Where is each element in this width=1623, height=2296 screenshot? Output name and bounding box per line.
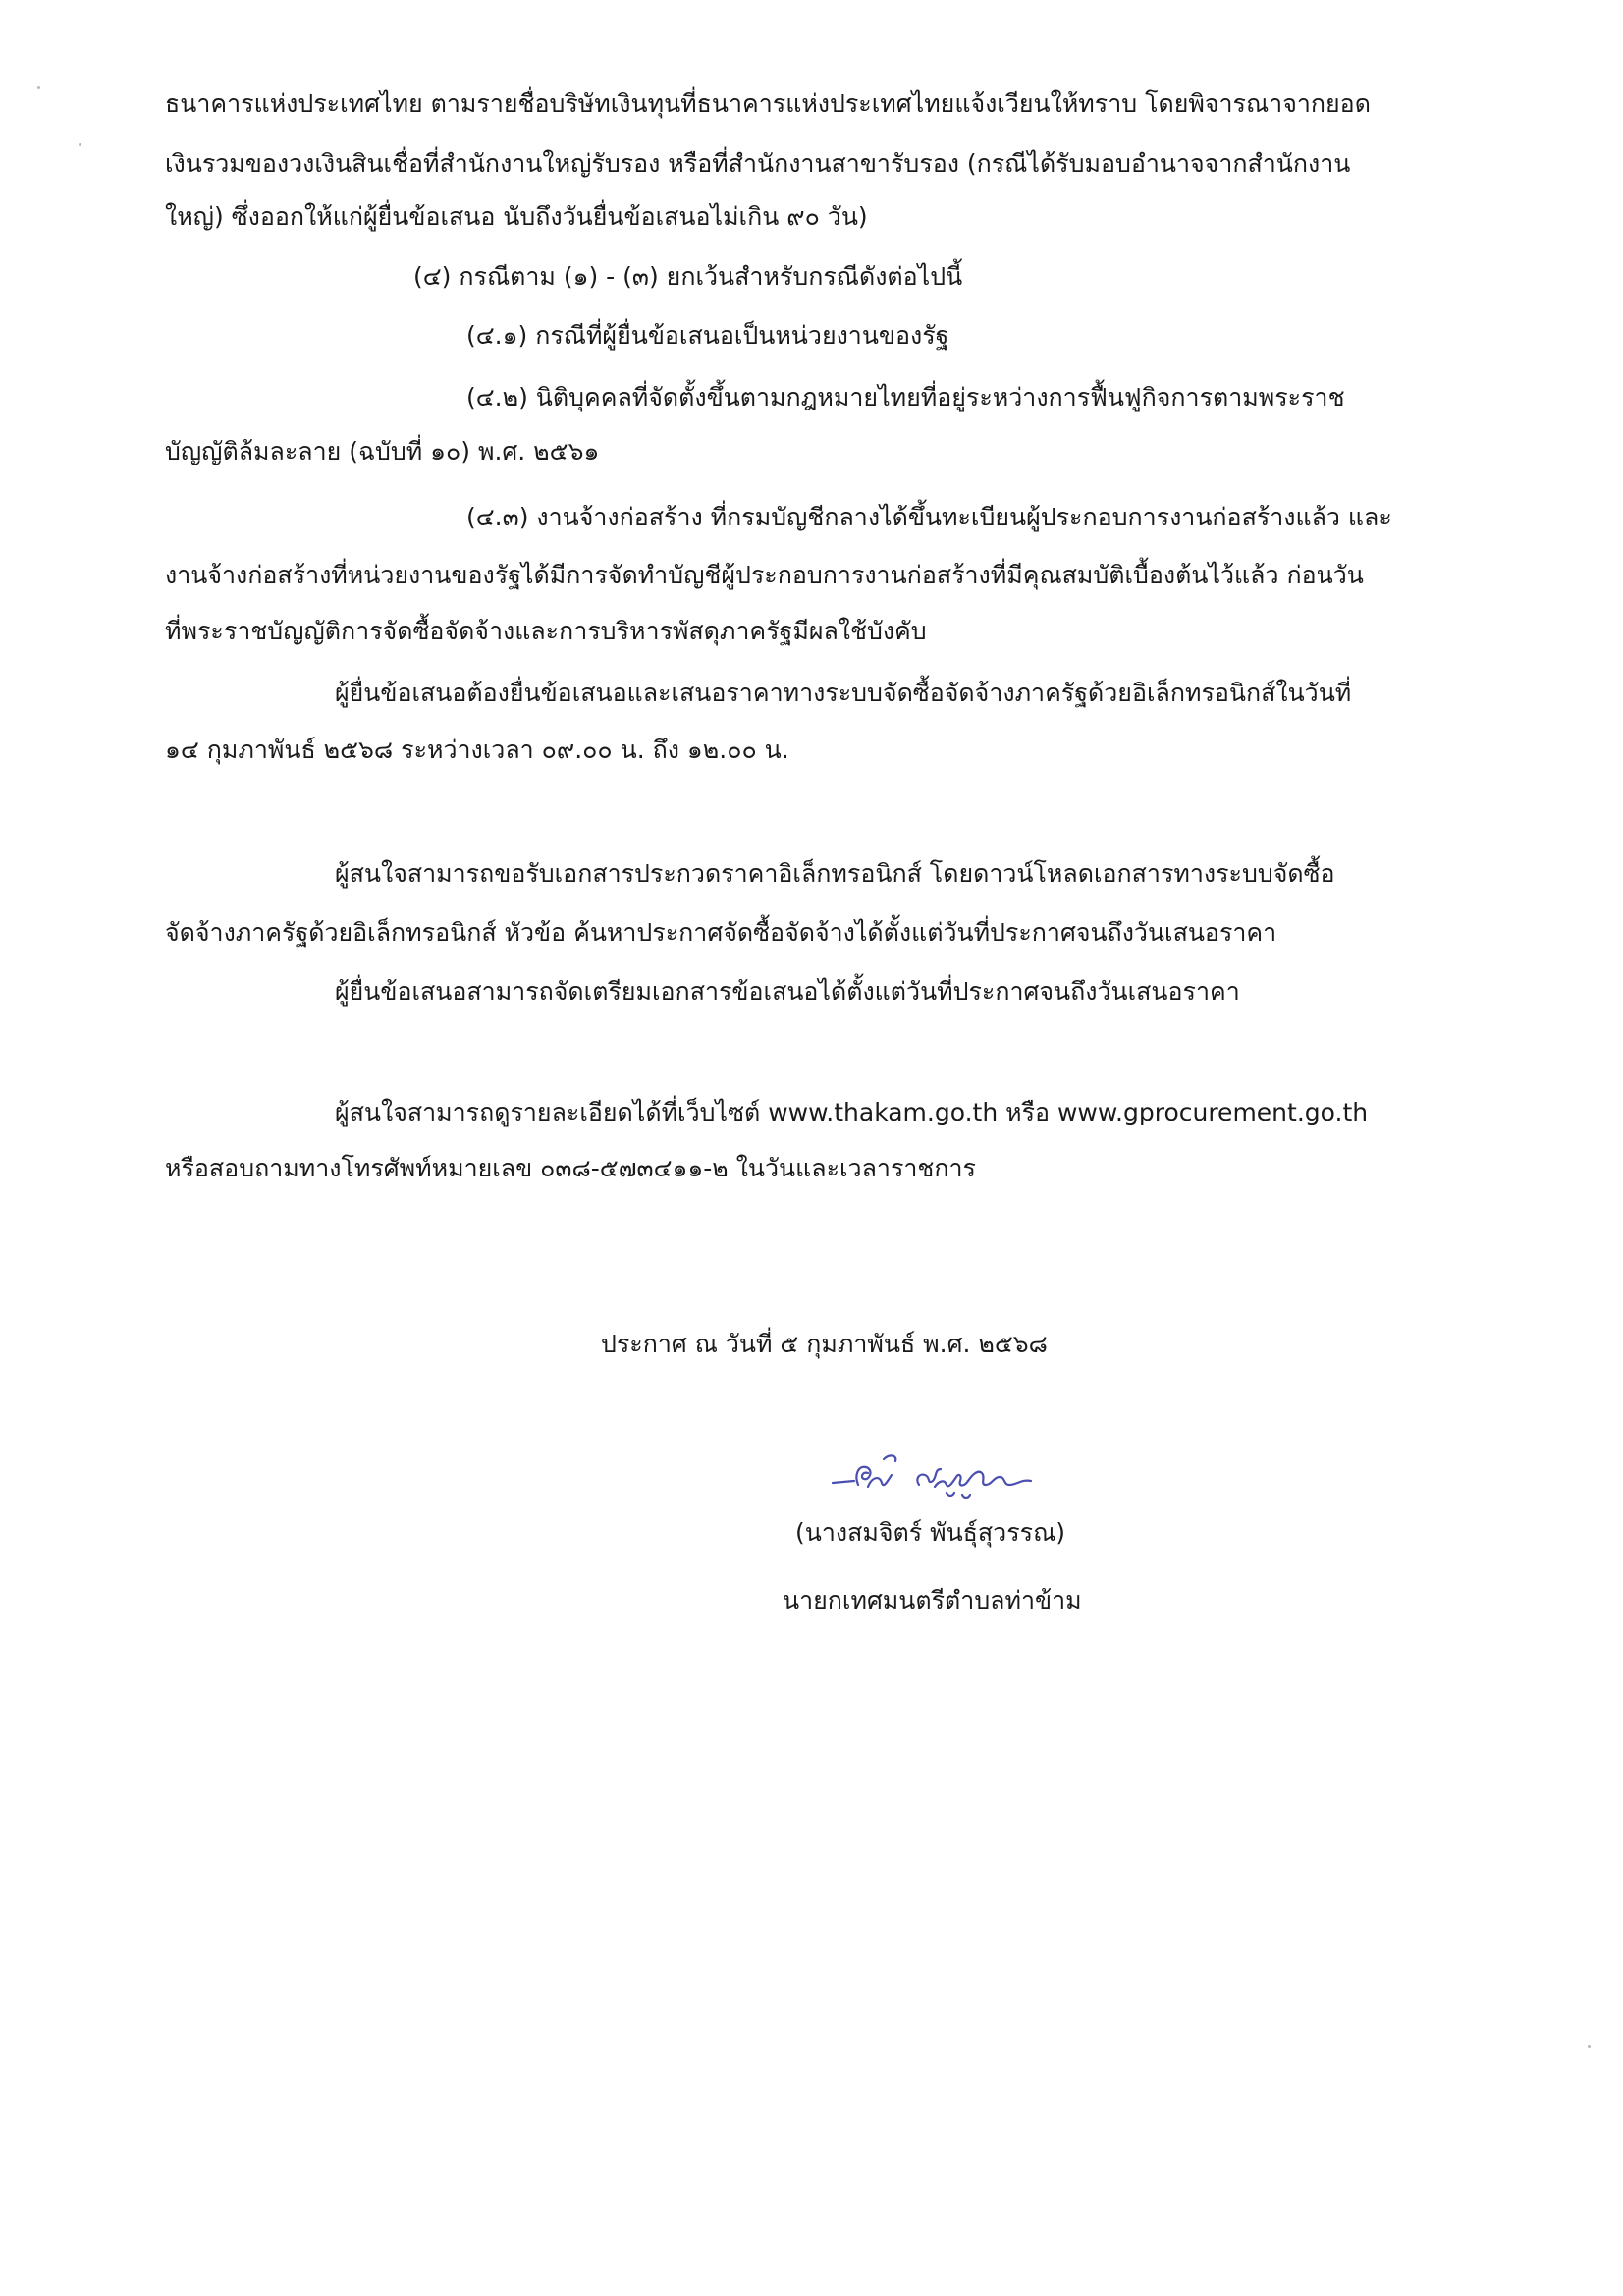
clause-4-2-line: บัญญัติล้มละลาย (ฉบับที่ ๑๐) พ.ศ. ๒๕๖๑: [165, 437, 600, 465]
documents-line: ผู้ยื่นข้อเสนอสามารถจัดเตรียมเอกสารข้อเสนอได้ตั้งแต่วันที่ประกาศจนถึงวันเสนอราคา: [335, 977, 1240, 1006]
signatory-name: (นางสมจิตร์ พันธุ์สุวรรณ): [795, 1518, 1066, 1547]
submission-line: ผู้ยื่นข้อเสนอต้องยื่นข้อเสนอและเสนอราคาทางระบบจัดซื้อจัดจ้างภาครัฐด้วยอิเล็กทรอนิกส์ในวันที่: [335, 679, 1352, 707]
clause-4-1: (๔.๑) กรณีที่ผู้ยื่นข้อเสนอเป็นหน่วยงานของรัฐ: [466, 321, 949, 350]
announcement-date: ประกาศ ณ วันที่ ๕ กุมภาพันธ์ พ.ศ. ๒๕๖๘: [601, 1330, 1048, 1358]
paragraph-line: ใหญ่) ซึ่งออกให้แก่ผู้ยื่นข้อเสนอ นับถึงวันยื่นข้อเสนอไม่เกิน ๙๐ วัน): [165, 202, 868, 231]
clause-4-3-line: ที่พระราชบัญญัติการจัดซื้อจัดจ้างและการบริหารพัสดุภาครัฐมีผลใช้บังคับ: [165, 617, 927, 645]
signatory-position: นายกเทศมนตรีตำบลท่าข้าม: [783, 1586, 1082, 1614]
contact-line: หรือสอบถามทางโทรศัพท์หมายเลข ๐๓๘-๕๗๓๔๑๑-๒ ในวันและเวลาราชการ: [165, 1154, 976, 1182]
paragraph-line: ธนาคารแห่งประเทศไทย ตามรายชื่อบริษัทเงินทุนที่ธนาคารแห่งประเทศไทยแจ้งเวียนให้ทราบ โดยพิจารณาจากยอด: [165, 89, 1371, 118]
clause-4-3-line: (๔.๓) งานจ้างก่อสร้าง ที่กรมบัญชีกลางได้ขึ้นทะเบียนผู้ประกอบการงานก่อสร้างแล้ว และ: [466, 503, 1392, 531]
paragraph-line: เงินรวมของวงเงินสินเชื่อที่สำนักงานใหญ่รับรอง หรือที่สำนักงานสาขารับรอง (กรณีได้รับมอบอำนาจจากสำนักงาน: [165, 149, 1351, 178]
documents-line: ผู้สนใจสามารถขอรับเอกสารประกวดราคาอิเล็กทรอนิกส์ โดยดาวน์โหลดเอกสารทางระบบจัดซื้อ: [335, 859, 1335, 888]
documents-line: จัดจ้างภาครัฐด้วยอิเล็กทรอนิกส์ หัวข้อ ค้นหาประกาศจัดซื้อจัดจ้างได้ตั้งแต่วันที่ประกาศจนถึงวันเสนอราคา: [165, 918, 1277, 947]
contact-line: ผู้สนใจสามารถดูรายละเอียดได้ที่เว็บไซต์ www.thakam.go.th หรือ www.gprocurement.go.th: [335, 1098, 1369, 1126]
scan-speck: [79, 143, 81, 146]
clause-4-2-line: (๔.๒) นิติบุคคลที่จัดตั้งขึ้นตามกฎหมายไทยที่อยู่ระหว่างการฟื้นฟูกิจการตามพระราช: [466, 383, 1345, 411]
clause-4-heading: (๔) กรณีตาม (๑) - (๓) ยกเว้นสำหรับกรณีดังต่อไปนี้: [413, 262, 963, 291]
submission-line: ๑๔ กุมภาพันธ์ ๒๕๖๘ ระหว่างเวลา ๐๙.๐๐ น. ถึง ๑๒.๐๐ น.: [165, 736, 789, 764]
scan-speck: [37, 86, 40, 89]
scan-speck: [1588, 2045, 1591, 2048]
clause-4-3-line: งานจ้างก่อสร้างที่หน่วยงานของรัฐได้มีการจัดทำบัญชีผู้ประกอบการงานก่อสร้างที่มีคุณสมบัติเบื้องต้นไว้แล้ว ก่อนวัน: [165, 561, 1364, 589]
signature-image: [825, 1436, 1119, 1514]
